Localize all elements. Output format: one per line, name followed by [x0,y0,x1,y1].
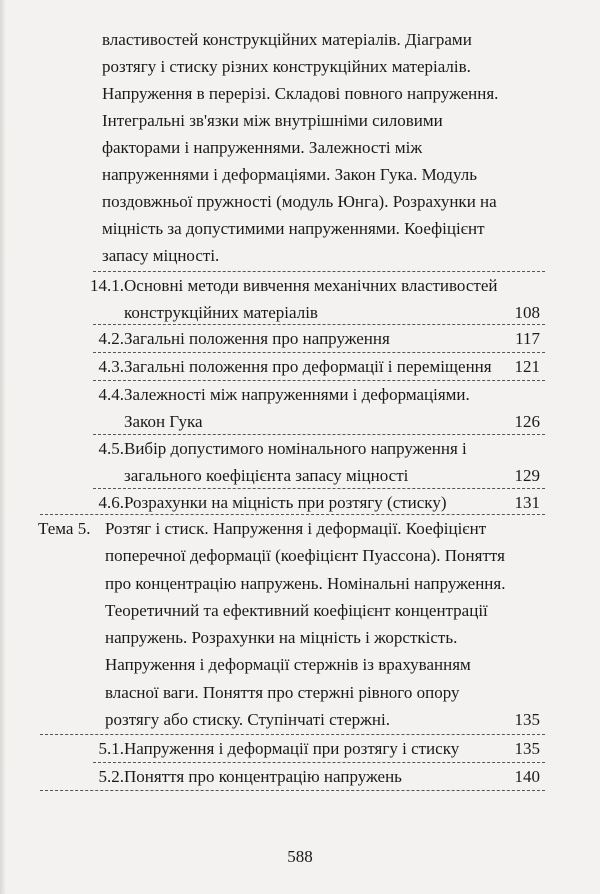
entry-number: 5.2. [98,767,124,786]
topic-page: 135 [514,710,540,729]
entry-title-line: Поняття про концентрацію напружень [124,767,402,786]
entry-title [124,735,496,762]
entry-page: 121 [514,357,540,376]
entry-page: 126 [514,412,540,431]
entry-title [124,353,496,380]
text-line: властивостей конструкційних матеріалів. Діаграми [102,30,472,49]
topic-title [105,515,525,733]
text-line: поздовжньої пружності (модуль Юнга). Розрахунки на [102,192,497,211]
entry-number: 5.1. [98,739,124,758]
dashed-divider [40,790,545,791]
entry-page: 108 [514,303,540,322]
entry-title-line: Закон Гука [124,412,203,431]
entry-title [124,381,496,435]
entry-page: 117 [515,329,540,348]
text-line: запасу міцності. [102,246,220,265]
entry-title-line: загального коефіцієнта запасу міцності [124,466,409,485]
topic-title-line: про концентрацію напружень. Номінальні напруження. [105,573,506,593]
topic-title-line: Напруження і деформації стержнів із врахуванням [105,655,471,675]
entry-number: 4.2. [98,329,124,348]
entry-title [124,763,496,790]
topic-title-line: поперечної деформації (коефіцієнт Пуассона). Поняття [105,546,505,566]
entry-title-line: конструкційних матеріалів [124,303,318,322]
topic-title-line: власної ваги. Поняття про стержні рівного опору [105,682,460,702]
text-line: факторами і напруженнями. Залежності між [102,138,423,157]
entry-title-line: Розрахунки на міцність при розтягу (стиску) [124,493,447,512]
entry-title [124,272,496,326]
text-line: міцність за допустимими напруженнями. Коефіцієнт [102,219,485,238]
entry-title [124,435,496,489]
entry-title-line: Залежності між напруженнями і деформаціями. [124,385,470,404]
entry-number: 14.1. [90,276,124,295]
text-line: розтягу і стиску різних конструкційних матеріалів. [102,57,471,76]
text-line: Напруження в перерізі. Складові повного напруження. [102,84,499,103]
text-line: напруженнями і деформаціями. Закон Гука. Модуль [102,165,477,184]
entry-title-line: Напруження і деформації при розтягу і стиску [124,739,460,758]
entry-title [124,325,496,352]
entry-page: 140 [514,767,540,786]
entry-page: 129 [514,466,540,485]
topic-description-continued [102,26,542,269]
entry-number: 4.6. [98,493,124,512]
topic-title-line: розтягу або стиску. Ступінчаті стержні. [105,710,390,730]
entry-page: 135 [514,739,540,758]
entry-title-line: Загальні положення про напруження [124,329,390,348]
entry-title [124,489,496,516]
topic-title-line: Теоретичний та ефективний коефіцієнт концентрації [105,600,488,620]
entry-number: 4.5. [98,439,124,458]
topic-number: Тема 5. [38,519,91,538]
entry-number: 4.4. [98,385,124,404]
entry-page: 131 [514,493,540,512]
topic-title-line: Розтяг і стиск. Напруження і деформації. Коефіцієнт [105,519,487,538]
topic-title-line: напружень. Розрахунки на міцність і жорсткість. [105,628,458,648]
entry-title-line: Загальні положення про деформації і переміщення [124,357,492,376]
entry-title-line: Основні методи вивчення механічних властивостей [124,276,498,295]
entry-number: 4.3. [98,357,124,376]
entry-title-line: Вибір допустимого номінального напруження і [124,439,467,458]
text-line: Інтегральні зв'язки між внутрішніми силовими [102,111,443,130]
page-number: 588 [287,847,313,866]
